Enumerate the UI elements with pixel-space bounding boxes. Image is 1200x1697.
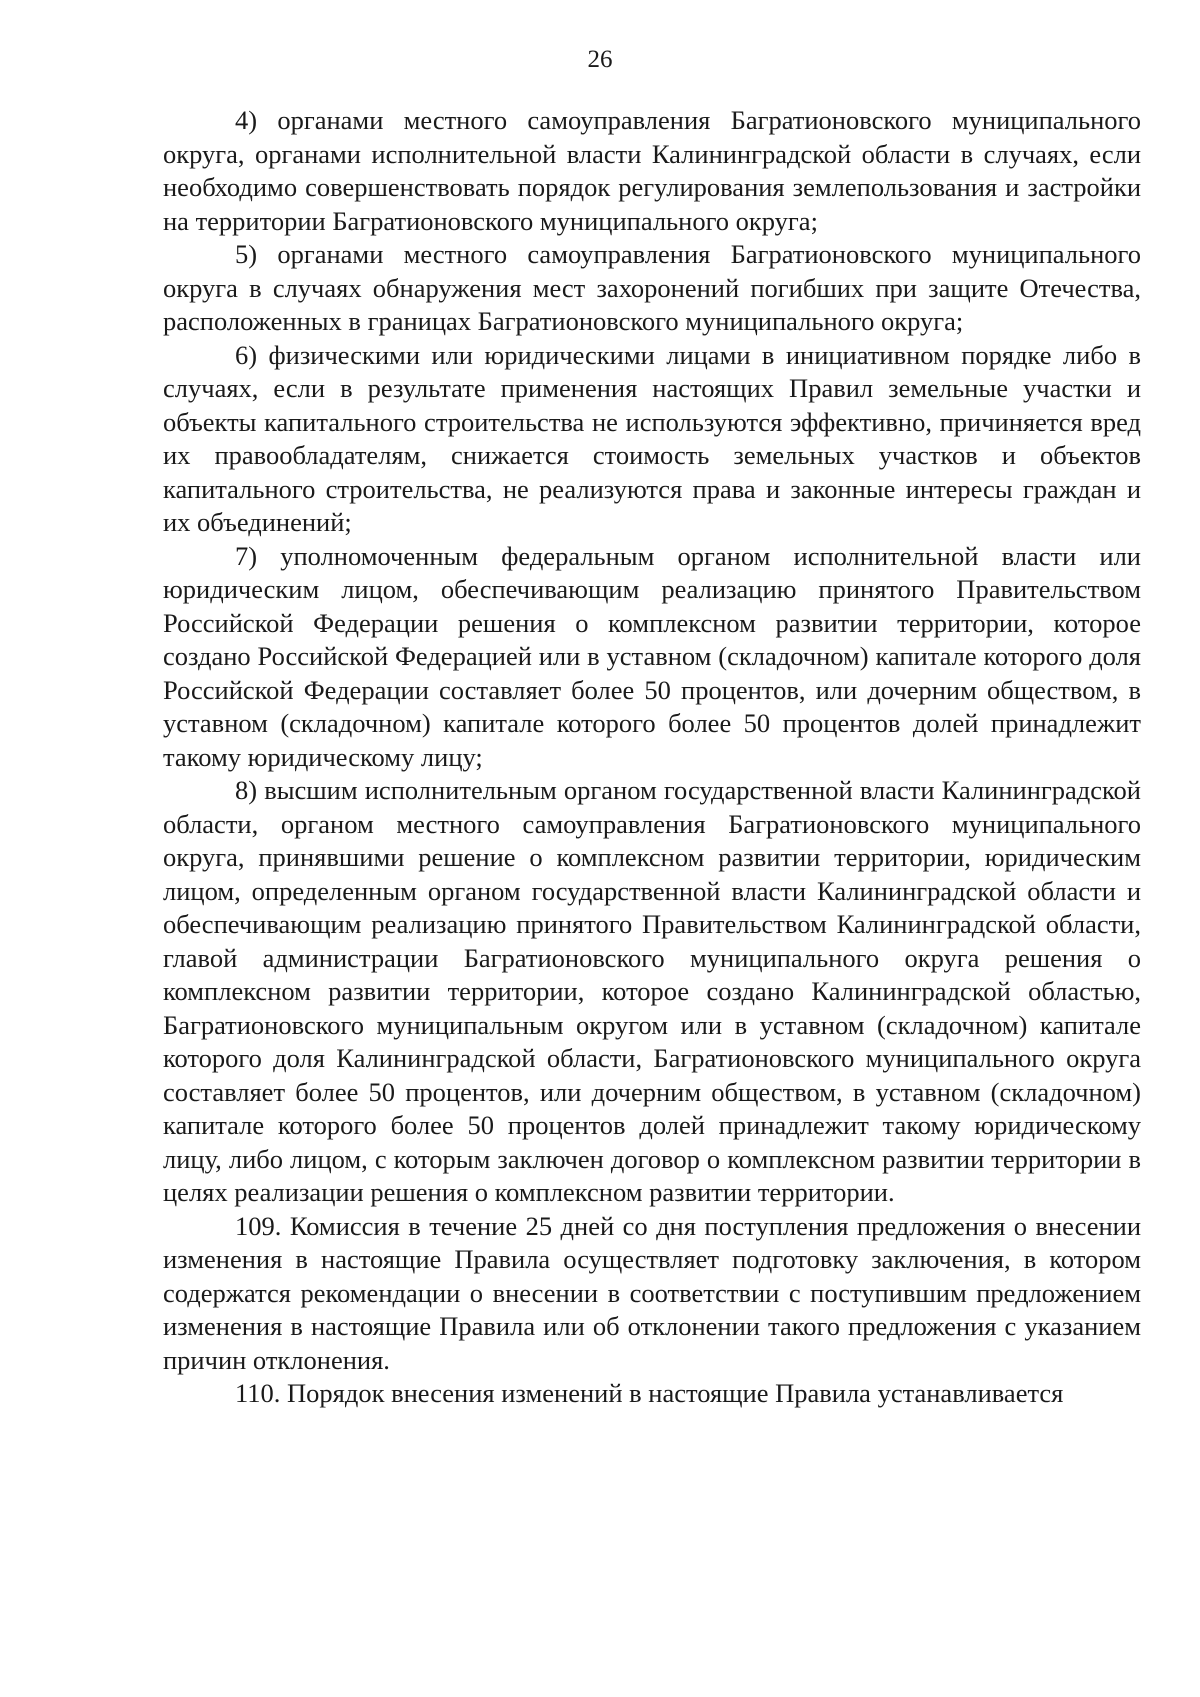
paragraph-item-4: 4) органами местного самоуправления Багратионовского муниципального округа, органами исполнительной власти Калининградской области в случаях, если необходимо совершенствовать порядок регулирования землепользования и застройки на территории Багратионовского муниципального округа; — [163, 105, 1141, 236]
paragraph-item-8: 8) высшим исполнительным органом государственной власти Калининградской области, органом местного самоуправления Багратионовского муниципального округа, принявшими решение о комплексном развитии территории, юридическим лицом, определенным органом государственной власти Калининградской области и обеспечивающим реализацию принятого Правительством Калининградской области, главой администрации Багратионовского муниципального округа решения о комплексном развитии территории, которое создано Калининградской областью, Багратионовского муниципальным округом или в уставном (складочном) капитале которого доля Калининградской области, Багратионовского муниципального округа составляет более 50 процентов, или дочерним обществом, в уставном (складочном) капитале которого более 50 процентов долей принадлежит такому юридическому лицу, либо лицом, с которым заключен договор о комплексном развитии территории в целях реализации решения о комплексном развитии территории. — [163, 775, 1141, 1207]
paragraph-clause-109: 109. Комиссия в течение 25 дней со дня поступления предложения о внесении изменения в настоящие Правила осуществляет подготовку заключения, в котором содержатся рекомендации о внесении в соответствии с поступившим предложением изменения в настоящие Правила или об отклонении такого предложения с указанием причин отклонения. — [163, 1210, 1141, 1375]
page-number: 26 — [587, 46, 613, 73]
paragraph-item-5: 5) органами местного самоуправления Багратионовского муниципального округа в случаях обнаружения мест захоронений погибших при защите Отечества, расположенных в границах Багратионовского муниципального округа; — [163, 239, 1141, 336]
paragraph-item-7: 7) уполномоченным федеральным органом исполнительной власти или юридическим лицом, обеспечивающим реализацию принятого Правительством Российской Федерации решения о комплексном развитии территории, которое создано Российской Федерацией или в уставном (складочном) капитале которого доля Российской Федерации составляет более 50 процентов, или дочерним обществом, в уставном (складочном) капитале которого более 50 процентов долей принадлежит такому юридическому лицу; — [163, 540, 1141, 772]
document-body — [163, 104, 1141, 1411]
paragraph-clause-110: 110. Порядок внесения изменений в настоящие Правила устанавливается — [235, 1378, 1064, 1408]
paragraph-item-6: 6) физическими или юридическими лицами в инициативном порядке либо в случаях, если в результате применения настоящих Правил земельные участки и объекты капитального строительства не используются эффективно, причиняется вред их правообладателям, снижается стоимость земельных участков и объектов капитального строительства, не реализуются права и законные интересы граждан и их объединений; — [163, 339, 1141, 537]
